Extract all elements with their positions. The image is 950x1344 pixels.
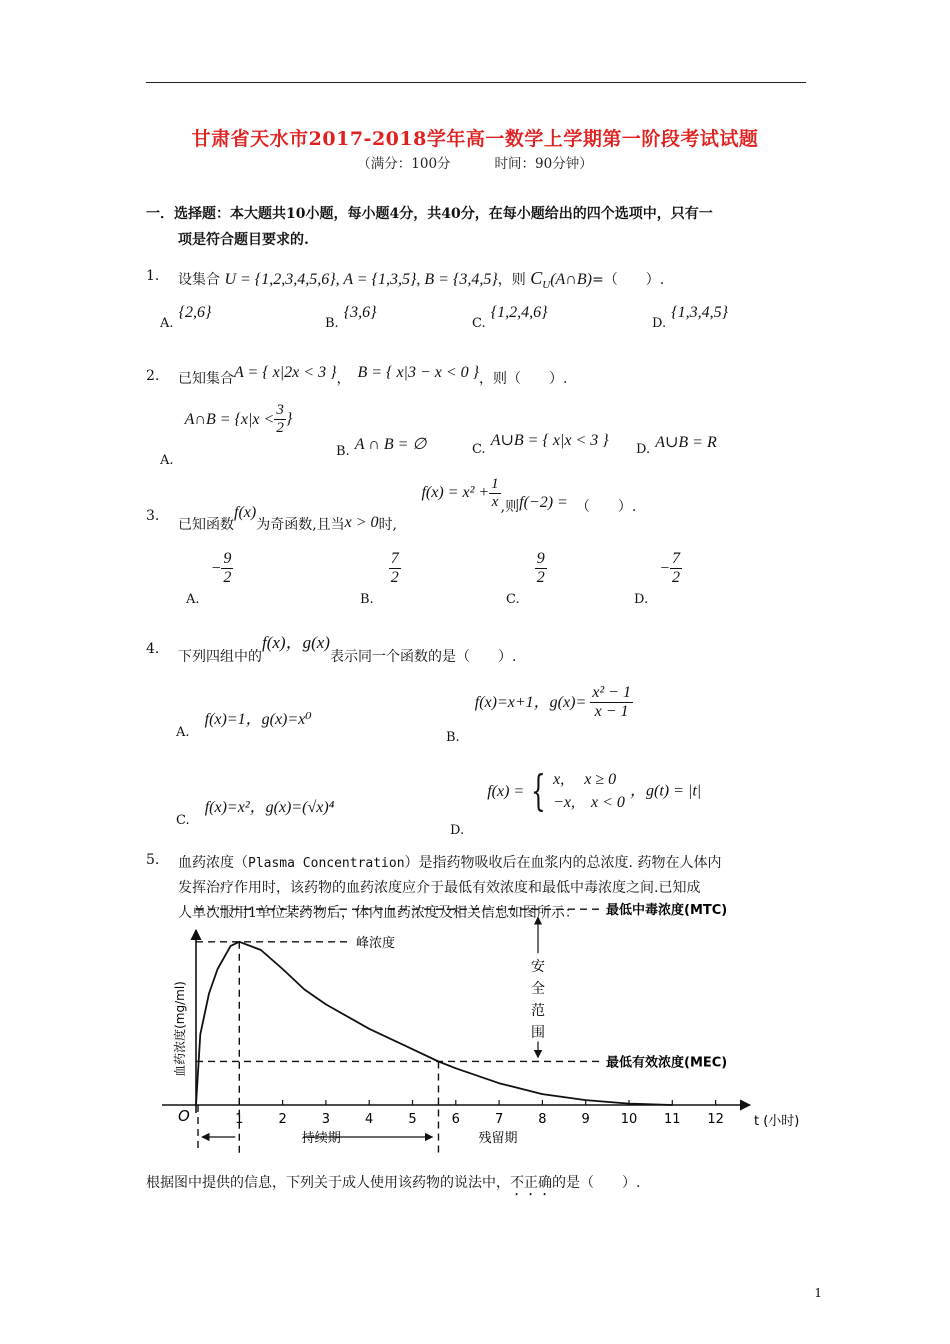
data-point xyxy=(195,1104,196,1105)
q1-then: ，则 xyxy=(497,272,526,288)
question-number: 4. xyxy=(146,641,160,657)
option-b[interactable] xyxy=(325,302,377,331)
fraction-numerator: 9 xyxy=(536,550,545,567)
q3-condition: x > 0 xyxy=(344,514,379,531)
data-point xyxy=(628,1103,629,1104)
fraction-numerator: 3 xyxy=(276,402,284,418)
case-2: −x, x < 0 xyxy=(553,794,625,812)
q2-sep: ， xyxy=(336,371,344,387)
data-point xyxy=(200,1034,201,1035)
concentration-curve xyxy=(196,942,672,1105)
x-tick-label: 11 xyxy=(664,1112,681,1127)
option-label: D. xyxy=(450,822,465,838)
fraction xyxy=(221,550,233,586)
fraction xyxy=(274,402,286,436)
q1-lead: 设集合 xyxy=(178,272,220,288)
data-point xyxy=(499,1083,500,1084)
q3-text xyxy=(178,476,637,533)
option-value: A∩B = {x|x < xyxy=(184,410,275,428)
option-c[interactable] xyxy=(506,550,547,607)
q5-term: Plasma Concentration xyxy=(248,856,405,871)
q5-question xyxy=(146,1172,640,1199)
q1-intersection: (A∩B) xyxy=(550,271,592,288)
x-tick-label: 9 xyxy=(581,1112,590,1127)
fraction xyxy=(489,476,501,510)
q2-tail: ，则（ ）. xyxy=(479,371,568,387)
x-tick-label: 6 xyxy=(451,1112,460,1127)
x-tick-label: 8 xyxy=(538,1112,547,1127)
option-b[interactable] xyxy=(336,434,427,459)
question-number: 2. xyxy=(146,368,160,384)
option-value: A∪B = { x|x < 3 } xyxy=(490,432,609,449)
q5-prefix: 血药浓度（ xyxy=(178,855,248,871)
q5-question-lead: 根据图中提供的信息，下列关于成人使用该药物的说法中， xyxy=(146,1175,510,1191)
data-point xyxy=(230,945,231,946)
option-b[interactable] xyxy=(360,550,401,607)
section-heading: 一．选择题：本大题共10小题，每小题4分，共40分，在每小题给出的四个选项中，只有一 xyxy=(146,206,713,222)
page-number: 1 xyxy=(814,1286,822,1300)
option-c[interactable] xyxy=(176,794,335,828)
data-point xyxy=(412,1049,413,1050)
q3-ask: f(−2) = xyxy=(519,494,568,511)
option-label: C. xyxy=(506,591,520,607)
q4-lead: 下列四组中的 xyxy=(178,649,262,665)
x-tick-label: 5 xyxy=(408,1112,417,1127)
safe-range-label: 围 xyxy=(531,1025,545,1042)
data-point xyxy=(542,1094,543,1095)
option-label: A. xyxy=(176,725,190,740)
option-value: f(x)=x+1，g(x)= xyxy=(474,693,587,711)
emphasis-text: 不正确 xyxy=(510,1175,552,1191)
data-point xyxy=(304,989,305,990)
data-point xyxy=(438,1061,439,1062)
q5-line-1 xyxy=(178,852,721,872)
case-1: x, x ≥ 0 xyxy=(553,771,617,788)
option-label: B. xyxy=(360,591,374,607)
data-point xyxy=(325,1004,326,1005)
option-label: B. xyxy=(325,316,339,331)
residual-label: 残留期 xyxy=(478,1131,518,1146)
fraction-denominator: 2 xyxy=(276,419,284,436)
option-value: {1,2,4,6} xyxy=(490,304,548,321)
data-point xyxy=(672,1104,673,1105)
option-label: C. xyxy=(176,813,190,828)
option-a[interactable] xyxy=(160,402,293,468)
q5-line-3: 人单次服用1单位某药物后，体内血药浓度及相关信息如图所示： xyxy=(178,905,579,921)
score-info: （满分：100分 xyxy=(357,156,451,172)
fraction xyxy=(670,550,682,586)
fraction xyxy=(535,550,547,586)
option-label: D. xyxy=(634,591,649,607)
q1-set-a: , A = {1,3,5} xyxy=(335,271,417,288)
section-heading-cont: 项是符合题目要求的. xyxy=(178,232,309,248)
option-label: D. xyxy=(636,442,651,457)
fraction-denominator: x − 1 xyxy=(590,702,633,721)
option-d[interactable] xyxy=(636,432,717,457)
q3-lead: 已知函数 xyxy=(178,517,234,533)
option-a[interactable] xyxy=(176,706,312,740)
x-tick-label: 1 xyxy=(235,1112,244,1127)
x-tick-label: 4 xyxy=(365,1112,374,1127)
option-label: B. xyxy=(446,729,460,745)
q1-text xyxy=(178,268,664,291)
option-label: C. xyxy=(472,442,486,457)
mec-label: 最低有效浓度(MEC) xyxy=(606,1055,728,1071)
question-number: 3. xyxy=(146,508,160,524)
fraction-numerator: 9 xyxy=(223,550,232,567)
data-point xyxy=(260,949,261,950)
option-label: A. xyxy=(160,316,174,331)
piecewise-cases xyxy=(553,768,625,814)
safe-range-label: 范 xyxy=(531,1003,545,1020)
page-title: 甘肃省天水市2017-2018学年高一数学上学期第一阶段考试试题 xyxy=(191,128,759,150)
x-tick-label: 10 xyxy=(620,1112,638,1127)
fraction xyxy=(389,550,401,586)
data-point xyxy=(217,968,218,969)
x-tick-label: 3 xyxy=(321,1112,331,1127)
q4-text xyxy=(178,628,517,665)
option-label: D. xyxy=(652,316,667,331)
option-value: {3,6} xyxy=(343,304,377,321)
data-point xyxy=(239,941,240,942)
option-value: f(x)=1，g(x)=x⁰ xyxy=(204,711,312,728)
fraction-numerator: 1 xyxy=(491,476,499,492)
option-c[interactable] xyxy=(472,302,548,331)
data-point xyxy=(455,1068,456,1069)
fraction-numerator: 7 xyxy=(671,550,680,567)
fraction-denominator: 2 xyxy=(671,568,680,586)
option-label: C. xyxy=(472,316,486,331)
q3-tail: （ ）. xyxy=(575,499,637,515)
q2-set-b: B = { x|3 − x < 0 } xyxy=(357,364,480,381)
option-value: f(x) = xyxy=(487,782,525,800)
q3-definition: f(x) = x² + xyxy=(421,484,490,501)
peak-label: 峰浓度 xyxy=(356,935,396,951)
duration-label: 持续期 xyxy=(301,1131,341,1146)
q4-functions: f(x)，g(x) xyxy=(262,633,330,652)
q2-set-a: A = { x|2x < 3 } xyxy=(234,364,337,381)
option-c[interactable] xyxy=(472,430,609,457)
q4-tail: 表示同一个函数的是（ ）. xyxy=(329,649,517,665)
fraction xyxy=(590,684,633,720)
exam-info xyxy=(0,152,950,172)
safe-range-label: 安 xyxy=(531,959,545,976)
q5-line-2: 发挥治疗作用时，该药物的血药浓度应介于最低有效浓度和最低中毒浓度之间.已知成 xyxy=(178,880,701,896)
option-label: A. xyxy=(186,591,200,607)
q3-text-3: 时, xyxy=(378,517,398,533)
question-number: 5. xyxy=(146,852,160,868)
q2-lead: 已知集合 xyxy=(178,371,234,387)
option-value-end: ，g(t) = |t| xyxy=(630,782,702,800)
data-point xyxy=(585,1100,586,1101)
option-value: {1,3,4,5} xyxy=(671,304,728,321)
q1-complement: C xyxy=(530,268,543,288)
time-info: 时间：90分钟） xyxy=(494,156,593,172)
q3-text-4: ,则 xyxy=(500,499,520,515)
option-sign: − xyxy=(659,559,670,577)
option-value: {2,6} xyxy=(178,304,212,321)
mtc-label: 最低中毒浓度(MTC) xyxy=(606,903,728,919)
option-label: B. xyxy=(336,444,350,459)
question-number: 1. xyxy=(146,268,160,284)
option-a[interactable] xyxy=(160,302,212,331)
origin-label: O xyxy=(178,1107,190,1125)
option-a[interactable] xyxy=(186,550,233,607)
option-value: f(x)=x²，g(x)=(√x)⁴ xyxy=(204,799,335,816)
fraction-denominator: 2 xyxy=(223,568,232,586)
q5-line-1-rest: ）是指药物吸收后在血浆内的总浓度. 药物在人体内 xyxy=(404,855,722,871)
option-label: A. xyxy=(160,452,174,468)
fraction-denominator: 2 xyxy=(390,568,399,586)
q1-set-b: , B = {3,4,5} xyxy=(416,271,498,288)
q3-text-2: 为奇函数,且当 xyxy=(256,517,345,533)
option-d[interactable] xyxy=(450,766,702,838)
header-rule xyxy=(146,82,806,83)
option-value: A∪B = R xyxy=(655,434,717,451)
fraction-numerator: x² − 1 xyxy=(592,684,631,701)
data-point xyxy=(369,1028,370,1029)
option-d[interactable] xyxy=(634,550,682,607)
q1-set-u: U = {1,2,3,4,5,6} xyxy=(224,271,336,288)
option-b[interactable] xyxy=(446,684,633,745)
x-axis-label: t (小时) xyxy=(754,1114,800,1129)
option-value-end: } xyxy=(285,410,293,428)
data-point xyxy=(282,968,283,969)
q1-complement-sub: U xyxy=(542,278,551,291)
safe-range-label: 全 xyxy=(531,981,545,998)
q2-text xyxy=(178,362,568,387)
fraction-numerator: 7 xyxy=(390,550,399,567)
x-tick-label: 7 xyxy=(494,1112,504,1127)
fraction-denominator: x xyxy=(489,493,501,511)
data-point xyxy=(208,993,209,994)
q3-fx: f(x) xyxy=(234,504,257,521)
option-value: A ∩ B = ∅ xyxy=(354,436,427,453)
left-brace: { xyxy=(531,766,547,816)
y-axis-label: 血药浓度(mg/ml) xyxy=(173,981,187,1077)
fraction-denominator: 2 xyxy=(536,568,545,586)
option-d[interactable] xyxy=(652,302,728,331)
q5-question-tail: 的是（ ）. xyxy=(552,1175,641,1191)
option-sign: − xyxy=(210,559,222,577)
q1-tail: =（ ）. xyxy=(591,272,665,288)
x-tick-label: 2 xyxy=(278,1112,287,1127)
x-tick-label: 12 xyxy=(707,1112,724,1127)
